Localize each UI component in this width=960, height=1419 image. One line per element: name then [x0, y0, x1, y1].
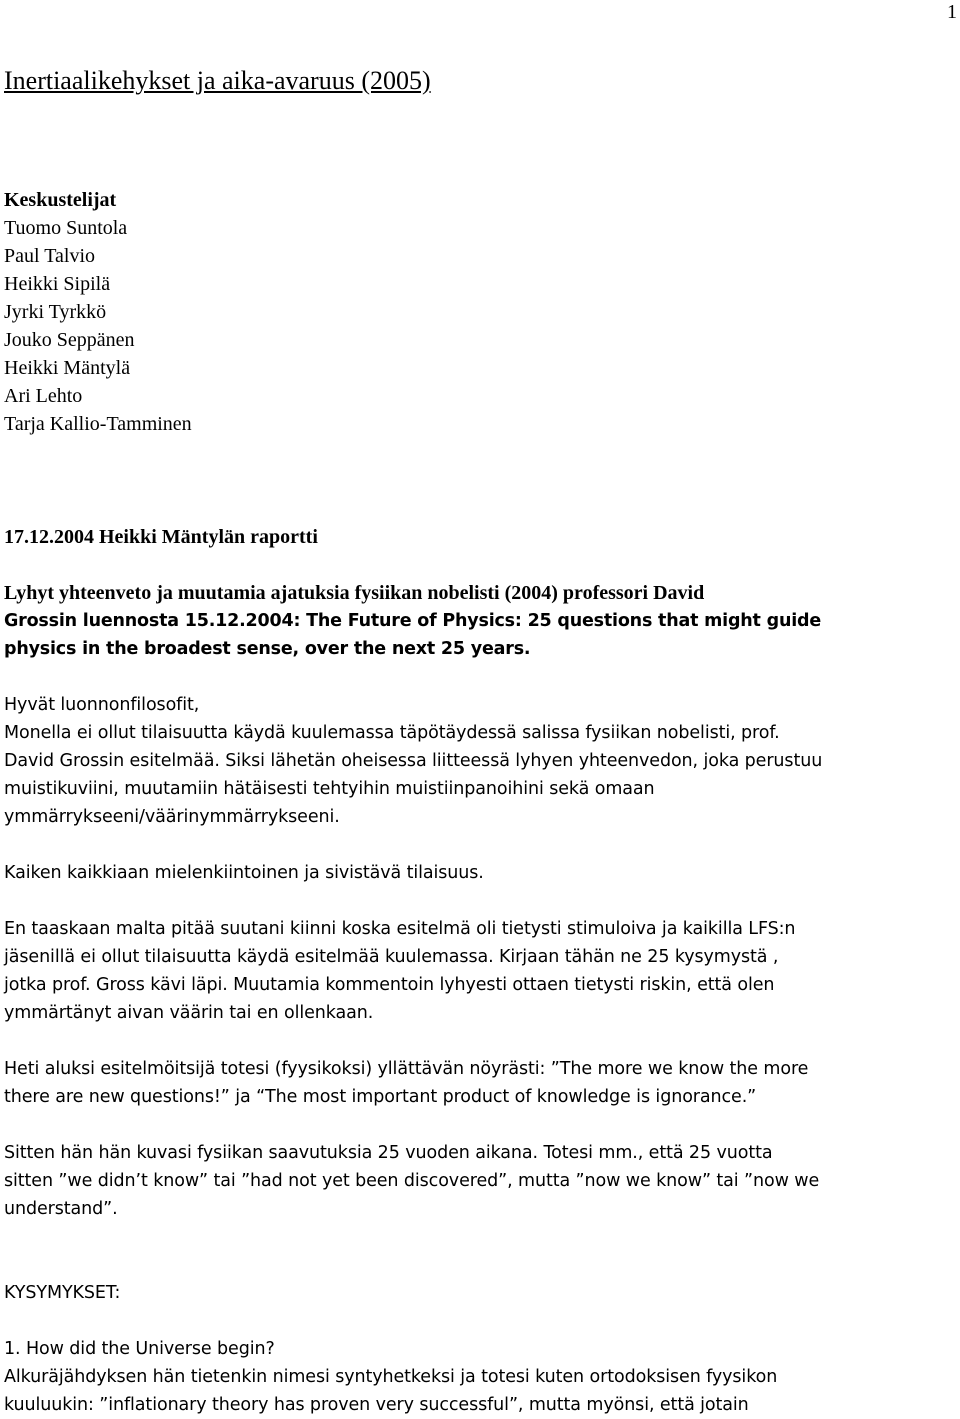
participant-name: Tuomo Suntola: [4, 217, 128, 239]
text-line: jäsenillä ei ollut tilaisuutta käydä esitelmää kuulemassa. Kirjaan tähän ne 25 kysymystä ,: [4, 947, 779, 967]
participant-name: Ari Lehto: [4, 385, 83, 407]
participant-name: Heikki Sipilä: [4, 273, 111, 295]
text-line: jotka prof. Gross kävi läpi. Muutamia kommentoin lyhyesti ottaen tietysti riskin, että olen: [4, 975, 775, 995]
text-line: Sitten hän hän kuvasi fysiikan saavutuksia 25 vuoden aikana. Totesi mm., että 25 vuotta: [4, 1143, 773, 1163]
text-line: sitten ”we didn’t know” tai ”had not yet been discovered”, mutta ”now we know” tai ”now we: [4, 1171, 820, 1191]
paragraph-opening-quotes: [4, 1055, 956, 1111]
participant-name: Heikki Mäntylä: [4, 357, 131, 379]
text-line: Hyvät luonnonfilosofit,: [4, 695, 200, 715]
report-summary-continued: [4, 607, 956, 663]
text-line: understand”.: [4, 1199, 118, 1219]
report-date-line: 17.12.2004 Heikki Mäntylän raportti: [4, 526, 318, 548]
text-line: En taaskaan malta pitää suutani kiinni koska esitelmä oli tietysti stimuloiva ja kaikilla LFS:n: [4, 919, 796, 939]
document-title: Inertiaalikehykset ja aika-avaruus (2005): [4, 66, 431, 95]
text-line: ymmärtänyt aivan väärin tai en ollenkaan.: [4, 1003, 374, 1023]
page-number: 1: [947, 1, 957, 23]
paragraph-overall: [4, 859, 956, 887]
paragraph-achievements: [4, 1139, 956, 1223]
participant-name: Paul Talvio: [4, 245, 96, 267]
text-line: ymmärrykseeni/väärinymmärrykseeni.: [4, 807, 340, 827]
summary-line: Lyhyt yhteenveto ja muutamia ajatuksia fysiikan nobelisti (2004) professori David: [4, 582, 705, 604]
text-line: kuuluukin: ”inflationary theory has proven very successful”, mutta myönsi, että jotain: [4, 1395, 749, 1415]
participant-name: Jyrki Tyrkkö: [4, 301, 107, 323]
participants-heading: Keskustelijat: [4, 189, 117, 211]
text-line: David Grossin esitelmää. Siksi lähetän oheisessa liitteessä lyhyen yhteenvedon, joka perustuu: [4, 751, 823, 771]
text-line: Heti aluksi esitelmöitsijä totesi (fyysikoksi) yllättävän nöyrästi: ”The more we know the more: [4, 1059, 809, 1079]
text-line: Kaiken kaikkiaan mielenkiintoinen ja sivistävä tilaisuus.: [4, 863, 484, 883]
text-line: Monella ei ollut tilaisuutta käydä kuulemassa täpötäydessä salissa fysiikan nobelisti, prof.: [4, 723, 780, 743]
question-1: [4, 1335, 956, 1419]
participant-name: Tarja Kallio-Tamminen: [4, 413, 192, 435]
text-line: Alkuräjähdyksen hän tietenkin nimesi syntyhetkeksi ja totesi kuten ortodoksisen fyysikon: [4, 1367, 778, 1387]
question-title: 1. How did the Universe begin?: [4, 1339, 275, 1359]
text-line: there are new questions!” ja “The most important product of knowledge is ignorance.”: [4, 1087, 757, 1107]
summary-line: physics in the broadest sense, over the next 25 years.: [4, 639, 531, 659]
questions-heading: KYSYMYKSET:: [4, 1283, 121, 1303]
summary-line: Grossin luennosta 15.12.2004: The Future of Physics: 25 questions that might guide: [4, 611, 821, 631]
paragraph-questions-intro: [4, 915, 956, 1027]
paragraph-greeting: [4, 691, 956, 831]
participant-name: Jouko Seppänen: [4, 329, 135, 351]
report-summary: [4, 579, 956, 607]
text-line: muistikuviini, muutamiin hätäisesti tehtyihin muistiinpanoihini sekä omaan: [4, 779, 655, 799]
participants-list: [4, 186, 956, 438]
